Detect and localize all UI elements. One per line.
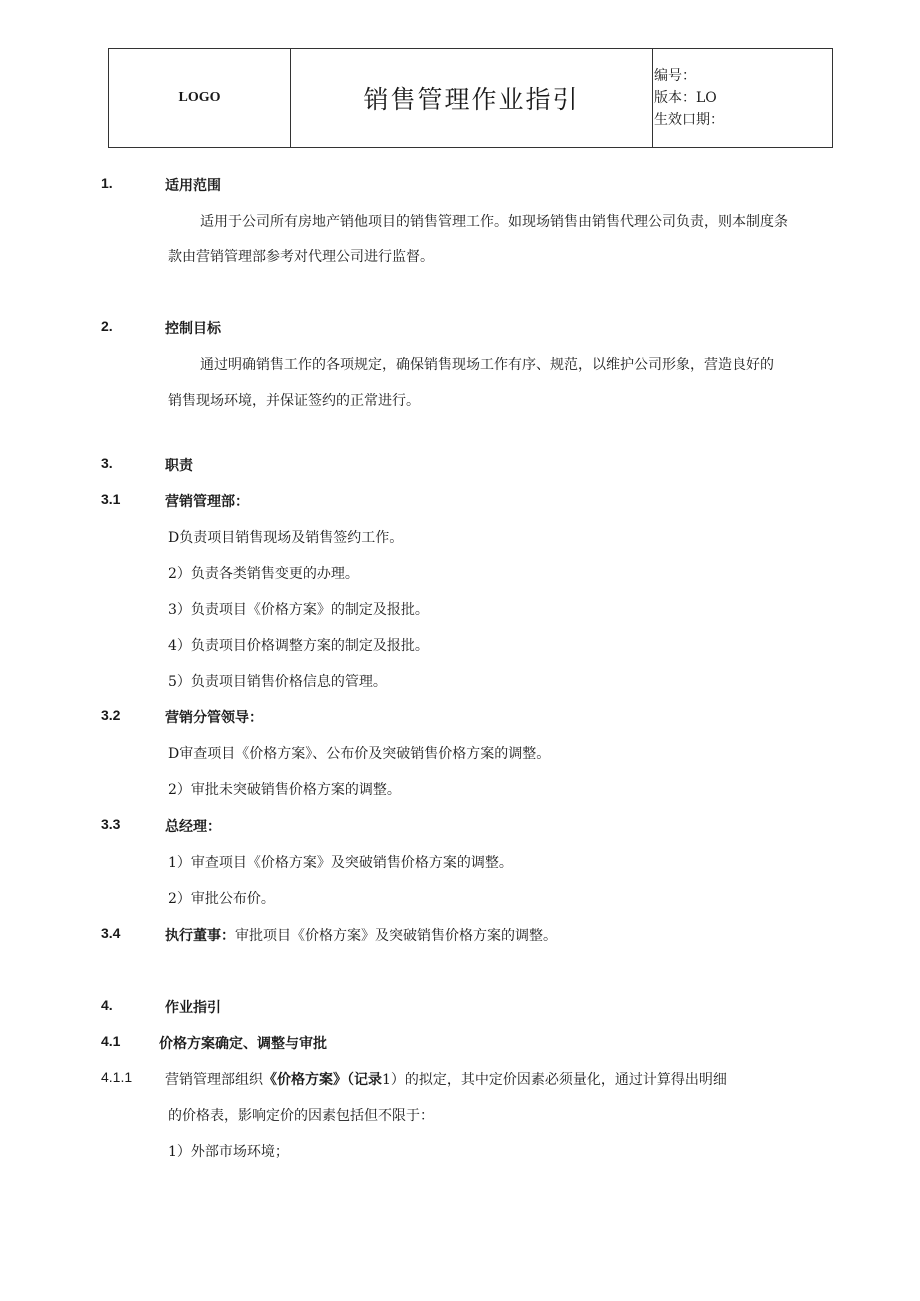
list-item: 1）审查项目《价格方案》及突破销售价格方案的调整。 xyxy=(168,855,513,871)
section-4-1-1-post: 的拟定，其中定价因素必须量化，通过计算得出明细 xyxy=(404,1072,727,1088)
document-meta xyxy=(653,49,832,147)
list-item: 5）负责项目销售价格信息的管理。 xyxy=(168,674,387,690)
section-4-1-1-line-1 xyxy=(165,1069,727,1089)
section-4-1-1-pre: 营销管理部组织 xyxy=(165,1072,263,1088)
list-item: D负责项目销售现场及销售签约工作。 xyxy=(168,530,404,546)
section-3-4-number: 3.4 xyxy=(101,925,121,941)
record-title: 《价格方案》（记录 xyxy=(263,1072,382,1088)
section-1-number: 1. xyxy=(101,175,113,191)
section-4-1-number: 4.1 xyxy=(101,1033,121,1049)
section-4-1-1-number: 4.1.1 xyxy=(101,1069,133,1085)
section-3-2-number: 3.2 xyxy=(101,707,121,723)
section-3-2-title: 营销分管领导： xyxy=(165,710,263,726)
section-1-paragraph-line-2: 款由营销管理部参考对代理公司进行监督。 xyxy=(168,249,434,265)
section-3-3-title: 总经理： xyxy=(165,819,221,835)
section-3-number: 3. xyxy=(101,455,113,471)
list-item: 2）负责各类销售变更的办理。 xyxy=(168,566,359,582)
section-4-title: 作业指引 xyxy=(165,1000,221,1016)
list-item: 3）负责项目《价格方案》的制定及报批。 xyxy=(168,602,429,618)
section-3-4-title: 执行董事： xyxy=(165,928,235,944)
section-2-paragraph-line-1: 通过明确销售工作的各项规定，确保销售现场工作有序、规范，以维护公司形象，营造良好的 xyxy=(200,357,774,373)
list-item: 1）外部市场环境； xyxy=(168,1144,289,1160)
section-3-1-number: 3.1 xyxy=(101,491,121,507)
section-4-1-title: 价格方案确定、调整与审批 xyxy=(159,1036,327,1052)
record-number: 1） xyxy=(382,1072,405,1088)
section-3-1-title: 营销管理部： xyxy=(165,494,249,510)
list-item: 2）审批公布价。 xyxy=(168,891,275,907)
section-3-4-text: 审批项目《价格方案》及突破销售价格方案的调整。 xyxy=(235,928,557,944)
section-3-title: 职责 xyxy=(165,458,193,474)
document-header xyxy=(108,48,833,148)
section-4-number: 4. xyxy=(101,997,113,1013)
section-2-paragraph-line-2: 销售现场环境，并保证签约的正常进行。 xyxy=(168,393,420,409)
section-1-paragraph-line-1: 适用于公司所有房地产销他项目的销售管理工作。如现场销售由销售代理公司负责，则本制度条 xyxy=(200,214,788,230)
effective-date: 生效口期： xyxy=(654,112,724,128)
section-2-number: 2. xyxy=(101,318,113,334)
list-item: D审查项目《价格方案》、公布价及突破销售价格方案的调整。 xyxy=(168,746,551,762)
section-3-3-number: 3.3 xyxy=(101,816,121,832)
list-item: 2）审批未突破销售价格方案的调整。 xyxy=(168,782,401,798)
doc-version: 版本：LO xyxy=(654,90,717,106)
doc-number: 编号： xyxy=(654,68,696,84)
document-title: 销售管理作业指引 xyxy=(291,49,653,147)
logo: LOGO xyxy=(109,49,291,147)
list-item: 4）负责项目价格调整方案的制定及报批。 xyxy=(168,638,429,654)
section-2-title: 控制目标 xyxy=(165,321,221,337)
section-4-1-1-line-2: 的价格表，影响定价的因素包括但不限于： xyxy=(168,1108,434,1124)
section-1-title: 适用范围 xyxy=(165,178,221,194)
section-3-4-line xyxy=(165,925,557,945)
